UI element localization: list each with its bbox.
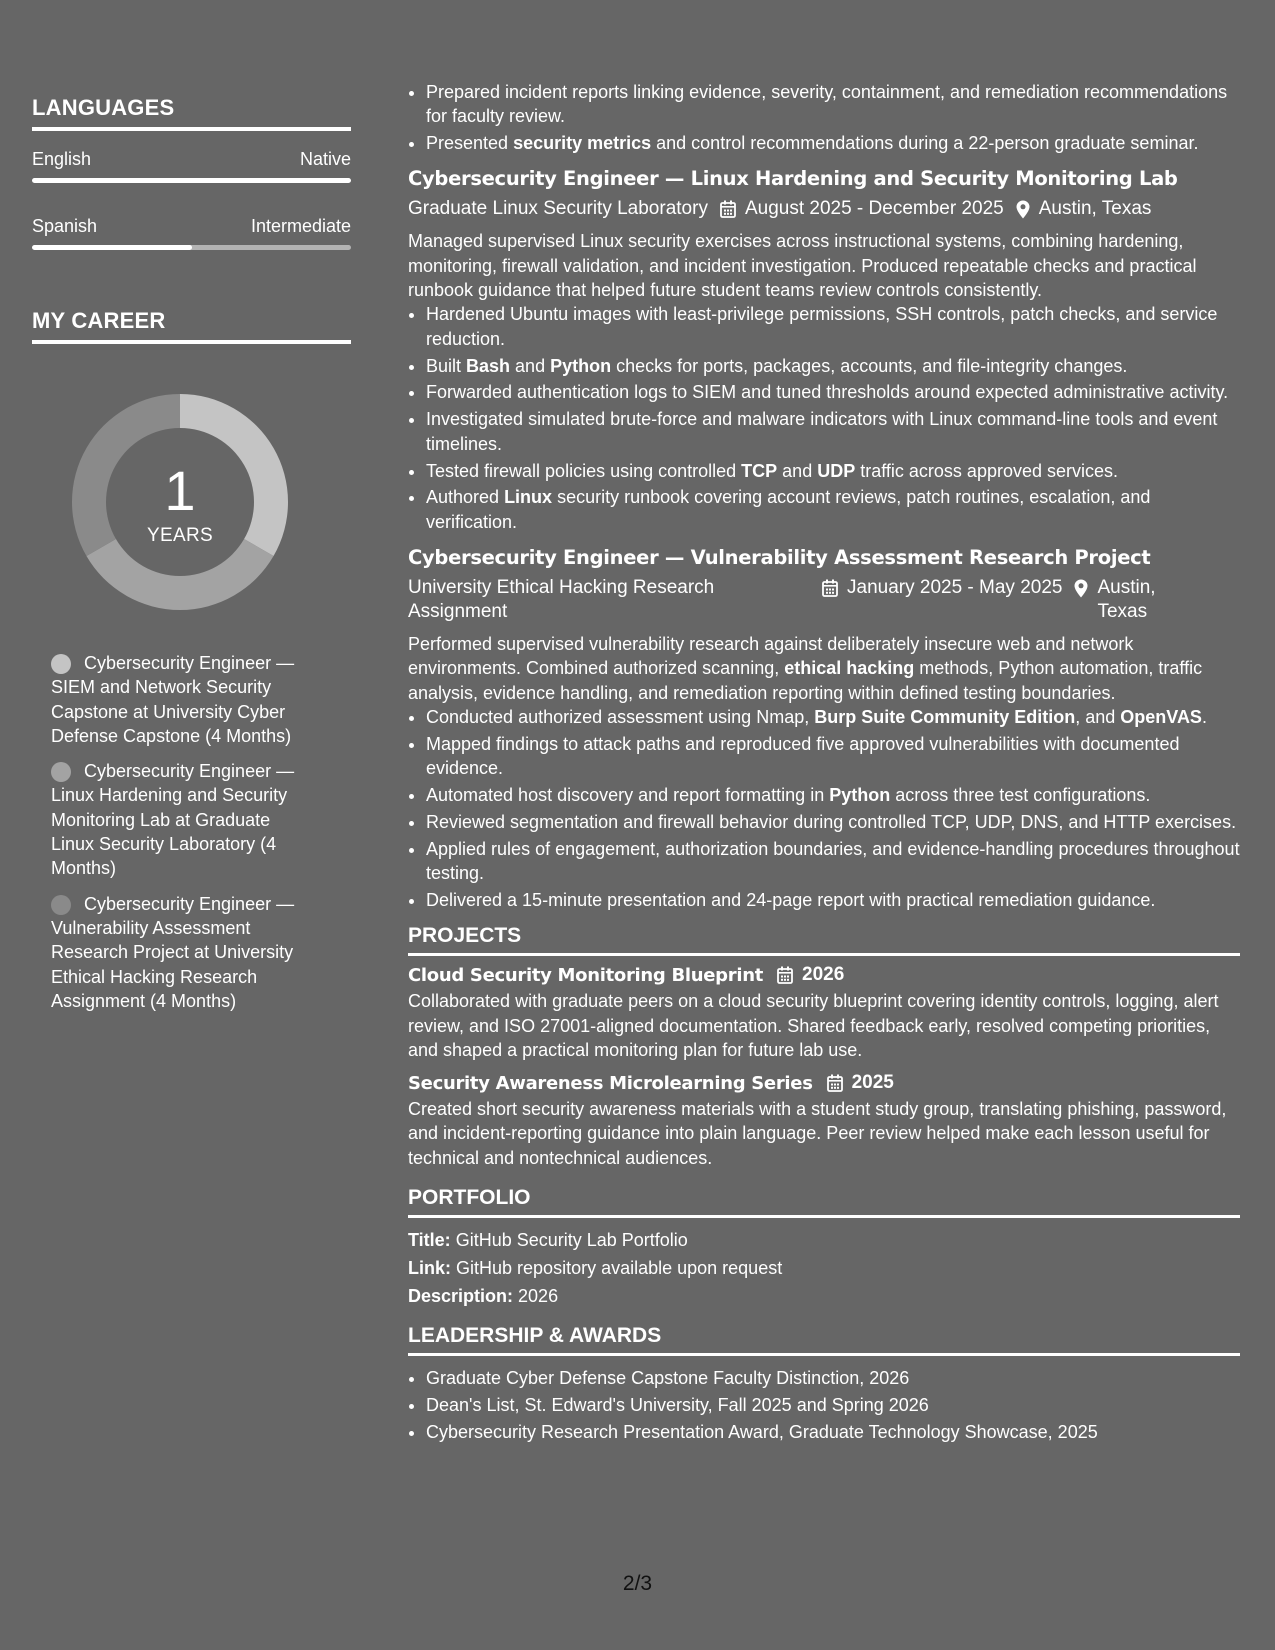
job-summary: Performed supervised vulnerability research against deliberately insecure web and network environments. Combined authorized scanning, ethical hacking methods, Python automation, traffic analysis, evidence handling, and remediation reporting within defined testing boundaries.	[408, 634, 1203, 703]
language-item	[32, 215, 351, 250]
portfolio-description-value: 2026	[518, 1286, 559, 1307]
bullet-item: • Presented security metrics and control recommendations during a 22-person graduate seminar.	[426, 131, 1240, 155]
calendar-icon	[777, 966, 793, 984]
job-dates-text: January 2025 - May 2025	[847, 577, 1063, 599]
job-title: Cybersecurity Engineer — Linux Hardening and Security Monitoring Lab	[408, 167, 1178, 191]
bullet-item: • Forwarded authentication logs to SIEM and tuned thresholds around expected administrative activity.	[426, 380, 1240, 404]
language-proficiency-fill	[32, 178, 351, 183]
calendar-icon	[822, 579, 838, 597]
bullet-item: • Conducted authorized assessment using Nmap, Burp Suite Community Edition, and OpenVAS.	[426, 705, 1240, 729]
location-pin-icon	[1074, 579, 1088, 598]
location-pin-icon	[1016, 200, 1030, 219]
sidebar	[32, 95, 351, 1024]
job-organization: Graduate Linux Security Laboratory	[408, 198, 708, 220]
career-legend-label: Cybersecurity Engineer — SIEM and Network Security Capstone at University Cyber Defense Capstone (4 Months)	[51, 653, 295, 746]
bullet-item: • Investigated simulated brute-force and malware indicators with Linux command-line tools and event timelines.	[426, 407, 1240, 456]
job-meta	[408, 576, 1240, 624]
leadership-list	[408, 1366, 1240, 1444]
portfolio-details	[408, 1226, 1240, 1310]
portfolio-heading: PORTFOLIO	[408, 1186, 1240, 1218]
main-column	[408, 80, 1240, 1447]
leadership-item: • Dean's List, St. Edward's University, Fall 2025 and Spring 2026	[426, 1393, 1240, 1417]
bullet-item: • Mapped findings to attack paths and reproduced five approved vulnerabilities with documented evidence.	[426, 732, 1240, 781]
portfolio-link-label: Link:	[408, 1258, 451, 1279]
portfolio-title-value: GitHub Security Lab Portfolio	[455, 1230, 688, 1251]
project-year: 2026	[802, 964, 845, 986]
leadership-item: • Cybersecurity Research Presentation Award, Graduate Technology Showcase, 2025	[426, 1420, 1240, 1444]
project-title: Cloud Security Monitoring Blueprint	[408, 964, 764, 986]
job-dates	[822, 576, 1062, 600]
bullet-item: • Applied rules of engagement, authorization boundaries, and evidence-handling procedures throughout testing.	[426, 837, 1240, 886]
job-location-text: Austin, Texas	[1097, 577, 1156, 623]
language-name: Spanish	[32, 216, 98, 236]
bullet-item: • Automated host discovery and report formatting in Python across three test configurations.	[426, 783, 1240, 807]
legend-dot-icon	[51, 654, 71, 674]
career-heading: MY CAREER	[32, 308, 351, 344]
job-meta	[408, 197, 1240, 221]
projects-heading: PROJECTS	[408, 924, 1240, 956]
language-proficiency-fill	[32, 245, 192, 250]
legend-dot-icon	[51, 895, 71, 915]
job-entry	[408, 166, 1240, 534]
job-bullets	[408, 302, 1240, 534]
portfolio-title-label: Title:	[408, 1230, 451, 1251]
language-proficiency-bar	[32, 245, 351, 250]
portfolio-link-value: GitHub repository available upon request	[456, 1258, 783, 1279]
project-year: 2025	[851, 1072, 894, 1094]
project-title: Security Awareness Microlearning Series	[408, 1072, 813, 1094]
languages-list	[32, 148, 351, 250]
language-item	[32, 148, 351, 183]
job-entry	[408, 545, 1240, 912]
portfolio-link-row	[408, 1254, 1240, 1282]
calendar-icon	[827, 1074, 843, 1092]
career-total-unit: YEARS	[147, 525, 213, 546]
job-organization: University Ethical Hacking Research Assignment	[408, 577, 715, 623]
career-legend-item	[51, 651, 306, 748]
language-proficiency-bar	[32, 178, 351, 183]
job-location-text: Austin, Texas	[1038, 198, 1152, 220]
bullet-item: • Authored Linux security runbook covering account reviews, patch routines, escalation, and verification.	[426, 485, 1240, 534]
bullet-item: • Reviewed segmentation and firewall behavior during controlled TCP, UDP, DNS, and HTTP exercises.	[426, 810, 1240, 834]
career-legend-item	[51, 759, 306, 880]
language-level: Native	[299, 149, 351, 169]
career-legend-label: Cybersecurity Engineer — Vulnerability Assessment Research Project at University Ethical Hacking Research Assignment (4 Months)	[51, 893, 295, 1011]
job-bullets	[408, 705, 1240, 912]
project-description: Collaborated with graduate peers on a cloud security blueprint covering identity controls, logging, alert review, and ISO 27001-aligned documentation. Shared feedback early, resolved competing priorities, and shaped a practical monitoring plan for future lab use.	[408, 991, 1219, 1060]
bullet-item: • Tested firewall policies using controlled TCP and UDP traffic across approved services.	[426, 459, 1240, 483]
languages-heading: LANGUAGES	[32, 95, 351, 131]
career-donut-chart	[66, 388, 294, 616]
leadership-item: • Graduate Cyber Defense Capstone Faculty Distinction, 2026	[426, 1366, 1240, 1390]
career-total	[66, 388, 294, 616]
portfolio-description-row	[408, 1282, 1240, 1310]
career-total-value: 1	[164, 459, 196, 522]
calendar-icon	[720, 200, 736, 218]
job-location	[1074, 576, 1174, 624]
career-legend	[51, 651, 306, 1013]
job-title: Cybersecurity Engineer — Vulnerability Assessment Research Project	[408, 546, 1151, 570]
bullet-item: • Delivered a 15-minute presentation and 24-page report with practical remediation guidance.	[426, 888, 1240, 912]
bullet-item: • Prepared incident reports linking evidence, severity, containment, and remediation recommendations for faculty review.	[426, 80, 1240, 129]
portfolio-title-row	[408, 1226, 1240, 1254]
page-number: 2/3	[622, 1572, 653, 1595]
project-item	[408, 1072, 1240, 1170]
job-dates	[720, 197, 1004, 221]
career-legend-label: Cybersecurity Engineer — Linux Hardening and Security Monitoring Lab at Graduate Linux Security Laboratory (4 Months)	[51, 761, 295, 879]
language-name: English	[32, 149, 92, 169]
project-description: Created short security awareness materials with a student study group, translating phishing, password, and incident-reporting guidance into plain language. Peer review helped make each lesson useful for technical and nontechnical audiences.	[408, 1099, 1227, 1168]
leadership-heading: LEADERSHIP & AWARDS	[408, 1324, 1240, 1356]
job-summary: Managed supervised Linux security exercises across instructional systems, combining hardening, monitoring, firewall validation, and incident investigation. Produced repeatable checks and practical runbook guidance that helped future student teams review controls consistently.	[408, 231, 1197, 301]
legend-dot-icon	[51, 762, 71, 782]
bullet-item: • Hardened Ubuntu images with least-privilege permissions, SSH controls, patch checks, and service reduction.	[426, 302, 1240, 351]
portfolio-description-label: Description:	[408, 1286, 514, 1307]
job-location	[1016, 197, 1152, 221]
bullet-item: • Built Bash and Python checks for ports, packages, accounts, and file-integrity changes.	[426, 354, 1240, 378]
project-item	[408, 964, 1240, 1062]
previous-job-bullets	[408, 80, 1240, 155]
job-dates-text: August 2025 - December 2025	[744, 198, 1004, 220]
career-legend-item	[51, 892, 306, 1013]
language-level: Intermediate	[250, 216, 351, 236]
